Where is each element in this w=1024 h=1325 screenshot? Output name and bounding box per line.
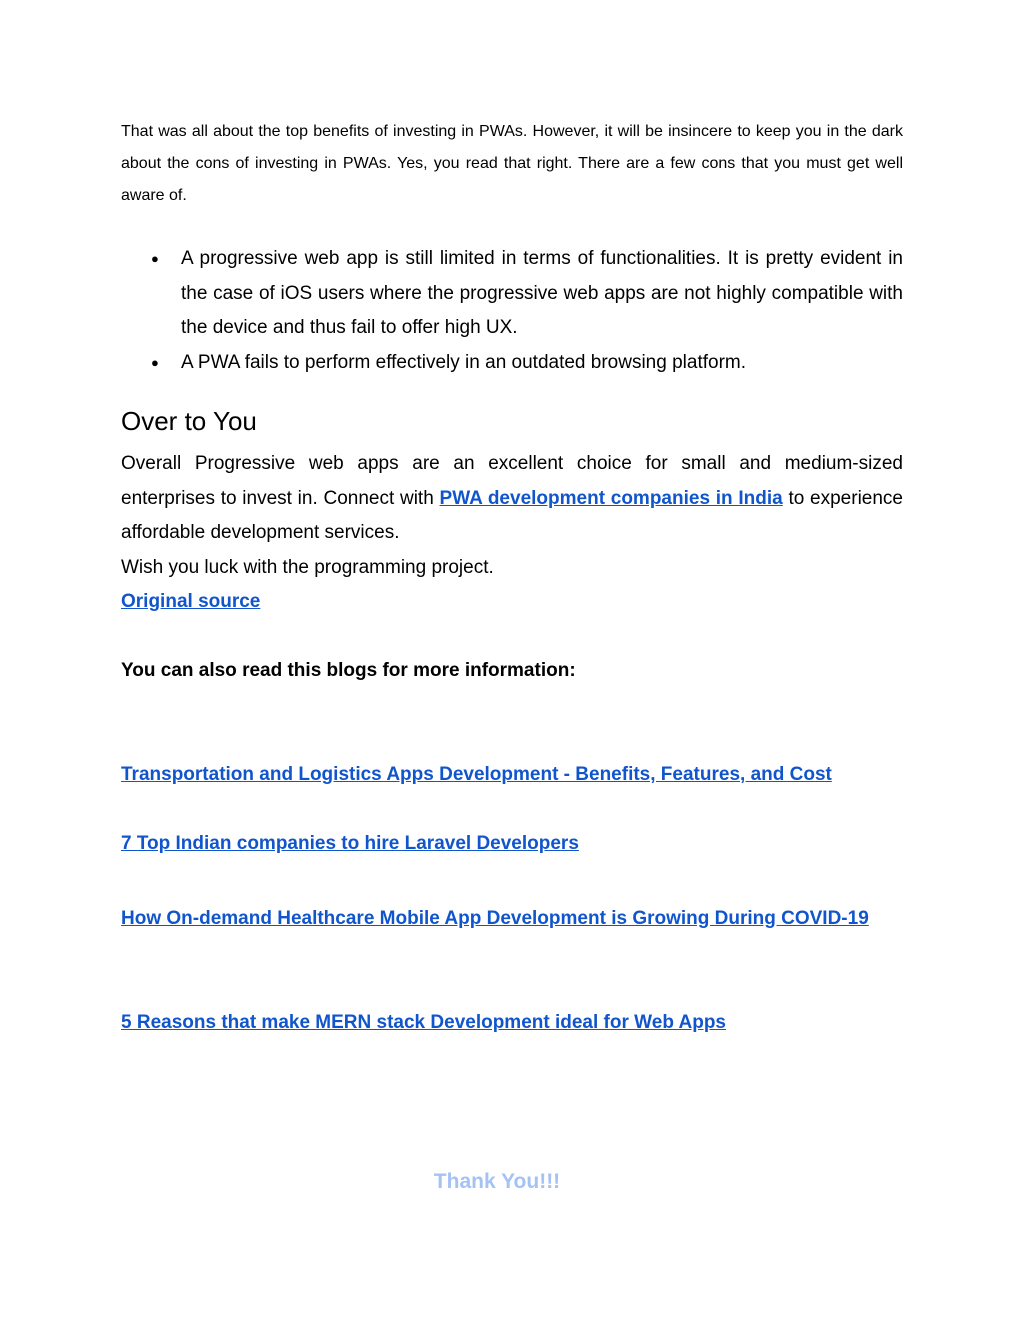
overall-text-start: Overall Progressive web apps are an excellent choice for small and medium-sized enterprises to invest in. Connect with xyxy=(121,453,903,509)
intro-paragraph: That was all about the top benefits of investing in PWAs. However, it will be insincere to keep you in the dark about the cons of investing in PWAs. Yes, you read that right. There are a few cons that you must get well aware of. xyxy=(121,123,903,204)
also-read-heading: You can also read this blogs for more information: xyxy=(121,660,576,681)
blog-link-mern[interactable]: 5 Reasons that make MERN stack Development ideal for Web Apps xyxy=(121,1012,727,1033)
bullet-icon: ● xyxy=(151,354,159,370)
cons-list xyxy=(121,242,903,380)
original-source-link[interactable]: Original source xyxy=(121,591,261,612)
pwa-companies-link[interactable]: PWA development companies in India xyxy=(439,487,783,509)
list-item-text: A progressive web app is still limited in terms of functionalities. It is pretty evident in the case of iOS users where the progressive web apps are not highly compatible with the device and thus fail to offer high UX. xyxy=(181,248,903,338)
list-item xyxy=(121,242,903,346)
thank-you-text: Thank You!!! xyxy=(433,1170,561,1193)
section-heading: Over to You xyxy=(121,406,257,436)
blog-link-transportation[interactable]: Transportation and Logistics Apps Development - Benefits, Features, and Cost xyxy=(121,764,832,785)
overall-paragraph xyxy=(121,447,903,551)
bullet-icon: ● xyxy=(151,251,159,266)
blog-link-laravel[interactable]: 7 Top Indian companies to hire Laravel Developers xyxy=(121,833,579,854)
list-item-text: A PWA fails to perform effectively in an outdated browsing platform. xyxy=(181,351,746,373)
blog-link-healthcare[interactable]: How On-demand Healthcare Mobile App Development is Growing During COVID-19 xyxy=(121,908,869,929)
wish-text: Wish you luck with the programming project. xyxy=(121,557,494,578)
overall-text-end: to experience affordable development services. xyxy=(121,487,903,543)
list-item xyxy=(121,346,903,381)
